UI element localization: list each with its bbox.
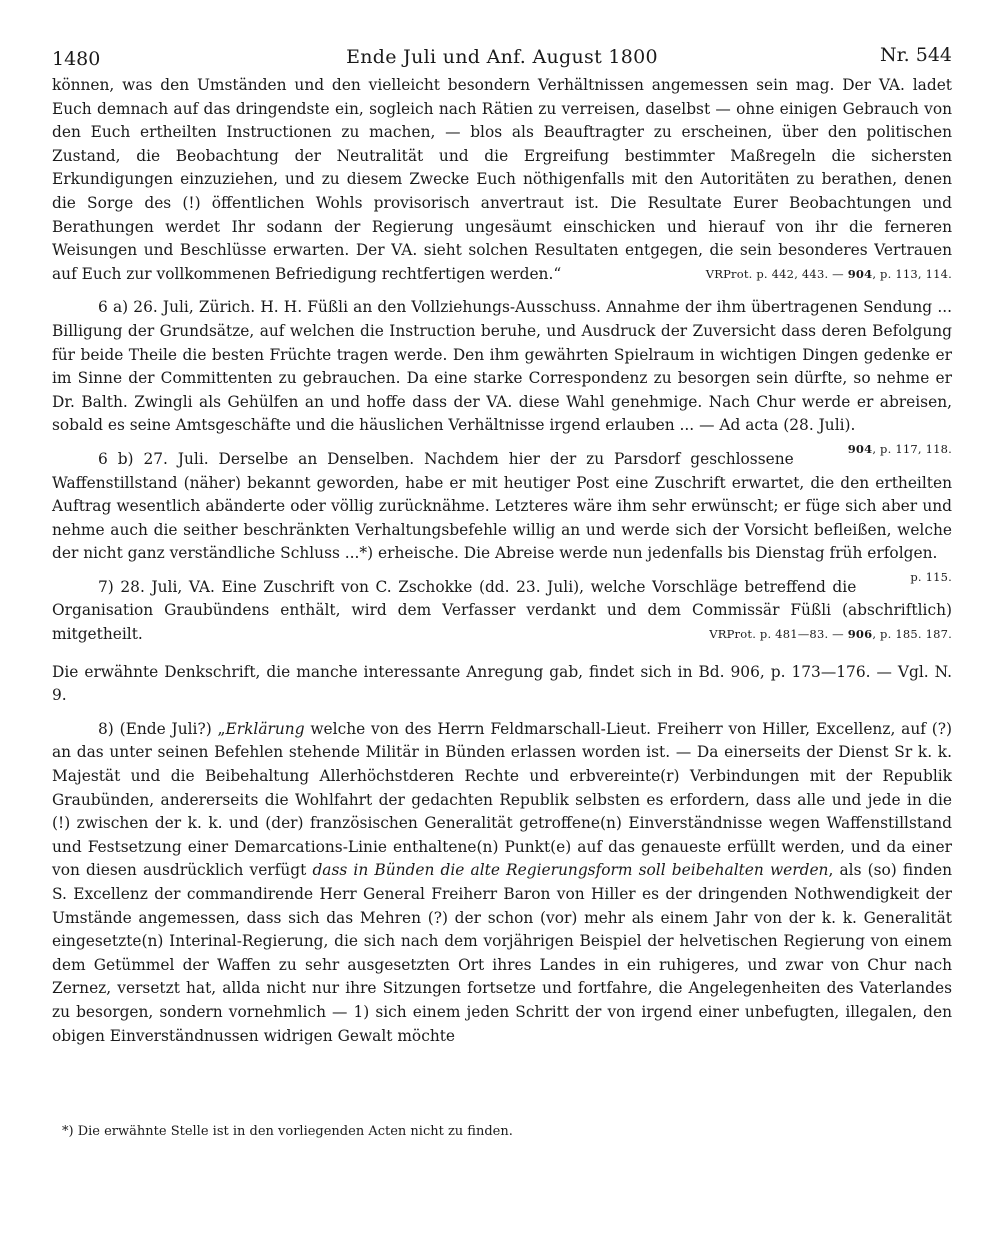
paragraph-text: 6 b) 27. Juli. Derselbe an Denselben. Nachdem hier der zu Parsdorf geschlossene Waffenstillstand (näher) bekannt geworden, habe er mit heutiger Post eine Zuschrift erwartet, die den ertheilten Auftrag wesentlich abänderte oder völlig zurücknähme. Letzteres wäre ihm sehr erwünscht; er füge sich aber und nehme auch die seither beschränkten Verhaltungsbefehle willig an und werde sich der Vorsicht befleißen, welche der nicht ganz verständliche Schluss ...*) erheische. Die Abreise werde nun jedenfalls bis Dienstag früh erfolgen. [52, 449, 952, 563]
source-reference: VRProt. p. 481—83. — 906, p. 185. 187. [709, 627, 952, 642]
page-number: 1480 [52, 48, 101, 70]
footnote: *) Die erwähnte Stelle ist in den vorliegenden Acten nicht zu finden. [62, 1124, 513, 1139]
paragraph-text: Die erwähnte Denkschrift, die manche interessante Anregung gab, findet sich in Bd. 906, p. 173—176. — Vgl. N. 9. [52, 662, 952, 705]
note-paragraph [52, 661, 952, 708]
entry-8: 8) (Ende Juli?) „Erklärung welche von des Herrn Feldmarschall-Lieut. Freiherr von Hiller, Excellenz, auf (?) an das unter seinen Befehlen stehende Militär in Bünden erlassen worden ist. — Da einerseits der Dienst Sr k. k. Majestät und die Beibehaltung Allerhöchstderen Rechte und erbvereinte(r) Verbindungen mit der Republik Graubünden, andererseits die Wohlfahrt der gedachten Republik selbsten es erfordern, dass alle und jede in die (!) zwischen der k. k. und (der) französischen Generalität getroffene(n) Einverständnisse wegen Waffenstillstand und Festsetzung einer Demarcations-Linie enthaltene(n) Punkt(e) auf das genaueste erfüllt werden, und da einer von diesen ausdrücklich verfügt dass in Bünden die alte Regierungsform soll beibehalten werden, als (so) finden S. Excellenz der commandirende Herr General Freiherr Baron von Hiller es der dringenden Nothwendigkeit der Umstände angemessen, dass sich das Mehren (?) der schon (vor) mehr als einem Jahr von der k. k. Generalität eingesetzte(n) Interinal-Regierung, die sich nach dem vorjährigen Beispiel der helvetischen Regierung von einem dem Getümmel der Waffen zu sehr ausgesetzten Ort ihres Landes in ein ruhigeres, und zwar von Chur nach Zernez, versetzt hat, allda nicht nur ihre Sitzungen fortsetze und fortfahre, die Angelegenheiten des Vaterlandes zu besorgen, sondern vornehmlich — 1) sich einem jeden Schritt der von irgend einer unbefugten, illegalen, den obigen Einverständnussen widrigen Gewalt möchte [52, 719, 952, 1045]
emphasis-quote: dass in Bünden die alte Regierungsform soll beibehalten werden [312, 861, 829, 880]
source-reference: VRProt. p. 442, 443. — 904, p. 113, 114. [705, 266, 952, 281]
document-number: Nr. 544 [880, 44, 952, 66]
paragraph-text: 6 a) 26. Juli, Zürich. H. H. Füßli an den Vollziehungs-Ausschuss. Annahme der ihm übertragenen Sendung ... Billigung der Grundsätze, auf welchen die Instruction beruhe, und Ausdruck der Zuversicht dass deren Befolgung für beide Theile die besten Früchte tragen werde. Den ihm gewährten Spielraum in wichtigen Dingen gedenke er im Sinne der Committenten zu gebrauchen. Da eine starke Correspondenz zu besorgen sein dürfte, so nehme er Dr. Balth. Zwingli als Gehülfen an und hoffe dass der VA. diese Wahl genehmige. Nach Chur werde er abreisen, sobald es seine Amtsgeschäfte und die häuslichen Verhältnisse irgend erlauben ... — Ad acta (28. Juli). [52, 298, 952, 435]
entry-7 [52, 576, 952, 647]
paragraph-text: 7) 28. Juli, VA. Eine Zuschrift von C. Zschokke (dd. 23. Juli), welche Vorschläge betreffend die Organisation Graubündens enthält, wird dem Verfasser verdankt und dem Commissär Füßli (abschriftlich) mitgetheilt. [52, 577, 952, 644]
entry-6a [52, 296, 952, 456]
emphasis-title: Erklärung [225, 719, 305, 738]
running-title: Ende Juli und Anf. August 1800 [346, 46, 658, 68]
paragraph-text: können, was den Umständen und den vielleicht besondern Verhältnissen angemessen sein mag. Der VA. ladet Euch demnach auf das dringendste ein, sogleich nach Rätien zu verreisen, daselbst — ohne einigen Gebrauch von den Euch ertheilten Instructionen zu machen, — blos als Beauftragter zu erscheinen, über den politischen Zustand, die Beobachtung der Neutralität und die Ergreifung bestimmter Maßregeln die sichersten Erkundigungen einzuziehen, und zu diesem Zwecke Euch nöthigenfalls mit den Autoritäten zu berathen, denen die Sorge des (!) öffentlichen Wohls provisorisch anvertraut ist. Die Resultate Eurer Beobachtungen und Berathungen werdet Ihr sodann der Regierung ungesäumt einschicken und hierauf von ihr die ferneren Weisungen und Beschlüsse erwarten. Der VA. sieht solchen Resultaten entgegen, die sein besonderes Vertrauen auf Euch zur vollkommenen Befriedigung rechtfertigen werden.“ [52, 76, 952, 283]
entry-6b [52, 448, 952, 584]
source-reference: 904, p. 117, 118. [847, 441, 952, 456]
page-body [52, 74, 952, 1048]
source-reference: p. 115. [910, 569, 952, 584]
paragraph-continuation [52, 74, 952, 286]
page-header [52, 40, 952, 74]
document-page [52, 40, 952, 1048]
